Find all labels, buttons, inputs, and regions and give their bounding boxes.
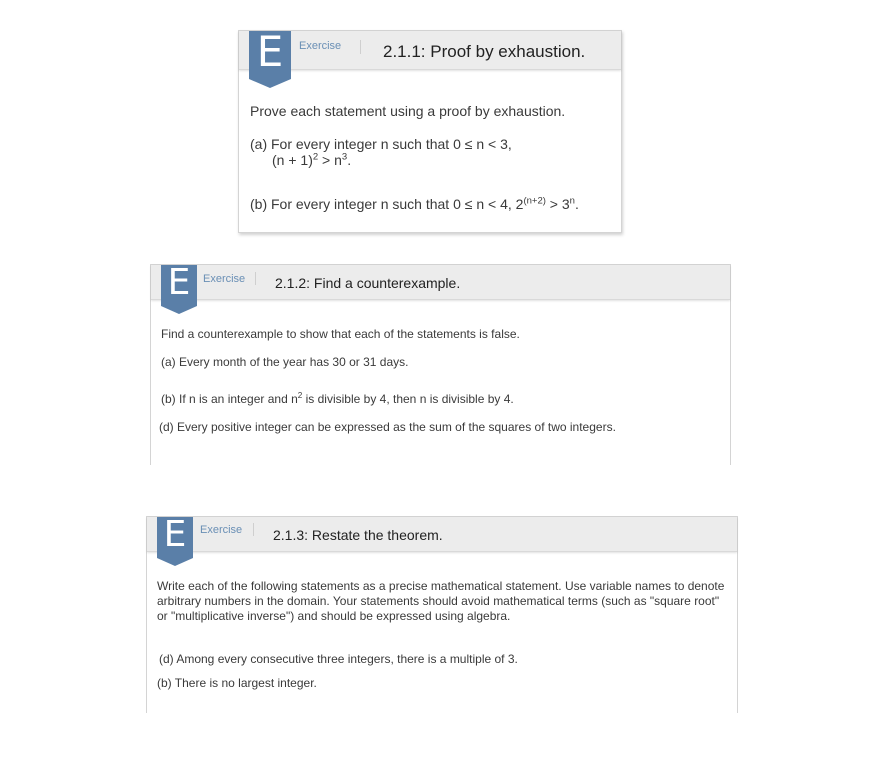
exercise-title: 2.1.3: Restate the theorem. [273, 527, 443, 543]
exercise-card-1 [238, 27, 622, 233]
exercise-badge [161, 262, 197, 314]
header-separator [255, 272, 256, 285]
exercise-intro: Write each of the following statements as a precise mathematical statement. Use variable names to denote arbitrary numbers in the domain. Your statements should avoid mathematical terms (such as "square root" or "multiplicative inverse") and should be expressed using algebra. [157, 579, 725, 623]
badge-letter: E [163, 514, 187, 555]
badge-letter: E [167, 262, 191, 303]
part-a-line1: (a) For every integer n such that 0 ≤ n < 3, [250, 136, 512, 152]
exercise-title: 2.1.1: Proof by exhaustion. [383, 42, 586, 61]
exercise-intro: Find a counterexample to show that each of the statements is false. [161, 327, 520, 341]
item-b: (b) If n is an integer and $n^2$ is divisible by 4, then n is divisible by 4. [161, 391, 514, 406]
exercise-badge [157, 514, 193, 566]
item-d: (d) Every positive integer can be expressed as the sum of the squares of two integers. [159, 420, 616, 434]
exercise-intro: Prove each statement using a proof by exhaustion. [250, 103, 566, 119]
header-separator [253, 523, 254, 536]
exercise-kind-label: Exercise [203, 273, 246, 285]
exercise-card-3 [146, 516, 738, 713]
badge-letter: E [256, 27, 284, 76]
exercise-card-2 [150, 264, 731, 465]
exercise-kind-label: Exercise [299, 40, 342, 52]
item-d: (d) Among every consecutive three integers, there is a multiple of 3. [159, 652, 518, 666]
header-separator [360, 40, 361, 54]
part-a-line2: $(n + 1)^2 > n^3$. [272, 151, 352, 168]
exercise-title: 2.1.2: Find a counterexample. [275, 275, 461, 291]
item-a: (a) Every month of the year has 30 or 31 days. [161, 355, 409, 369]
part-b-line: (b) For every integer n such that 0 ≤ n < 4, $2^{(n+2)} > 3^n$. [250, 195, 579, 212]
exercise-kind-label: Exercise [200, 524, 243, 536]
item-b: (b) There is no largest integer. [157, 676, 317, 690]
exercise-badge [249, 27, 291, 88]
